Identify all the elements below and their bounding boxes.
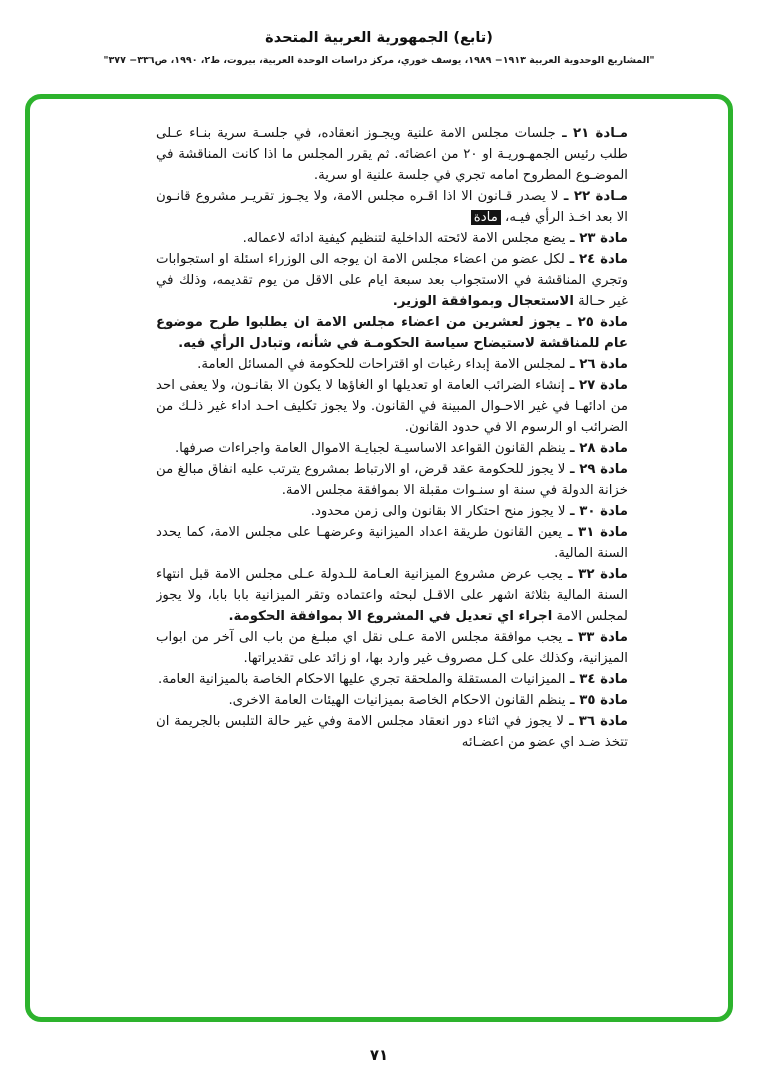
- article-text-segment: الميزانيات المستقلة والملحقة تجري عليها الاحكام الخاصة بالميزانية العامة.: [158, 672, 566, 687]
- article-text-segment: لكل عضو من اعضاء مجلس الامة ان يوجه الى الوزراء اسئلة او استجوابات وتجري المناقشة في الاستجواب بعد سبعة ايام على الاقل من يوم تقديمه، وذلك في غير حـالة: [156, 252, 628, 309]
- article-paragraph: [156, 711, 628, 753]
- article-number-label: مـادة ٢٢ ـ: [558, 189, 628, 204]
- article-paragraph: [156, 123, 628, 186]
- source-citation: "المشاريع الوحدوية العربية ١٩١٣− ١٩٨٩، يوسف خوري، مركز دراسات الوحدة العربية، بيروت، ط٢، ١٩٩٠، ص٣٣٦− ٣٧٧": [103, 55, 655, 66]
- page-number: ٧١: [369, 1046, 389, 1064]
- article-text-segment: إنشاء الضرائب العامة او تعديلها او الغاؤها لا يكون الا بقانـون، ولا يعفى احد من ادائهـا في غير الاحـوال المبينة في القانون. ولا يجوز تكليف احـد اداء غير ذلـك من الضرائب او الرسوم الا في حدود القانون.: [156, 378, 628, 435]
- page-header: [0, 30, 758, 66]
- article-number-label: مادة ٢٥ ـ: [560, 315, 628, 330]
- article-paragraph: [156, 438, 628, 459]
- article-text-segment: ينظم القانون القواعد الاساسيـة لجبايـة الاموال العامة واجراءات صرفها.: [174, 441, 566, 456]
- article-number-label: مادة ٣٢ ـ: [562, 567, 628, 582]
- article-number-label: مـادة ٢١ ـ: [555, 126, 628, 141]
- article-paragraph: [156, 690, 628, 711]
- document-title: (تابع) الجمهورية العربية المتحدة: [265, 30, 493, 46]
- article-paragraph: [156, 459, 628, 501]
- article-number-label: مادة ٣١ ـ: [562, 525, 628, 540]
- article-paragraph: [156, 669, 628, 690]
- article-paragraph: [156, 522, 628, 564]
- article-paragraph: [156, 186, 628, 228]
- article-paragraph: [156, 312, 628, 354]
- article-text-segment: لا يجوز منح احتكار الا بقانون والى زمن محدود.: [310, 504, 566, 519]
- article-text-segment: اجراء اي تعديل في المشروع الا بموافقة الحكومة.: [228, 609, 553, 624]
- article-number-label: مادة ٣٦ ـ: [563, 714, 628, 729]
- article-text-segment: مادة: [471, 210, 501, 225]
- article-text-segment: لا يصدر قـانون الا اذا اقـره مجلس الامة، ولا يجـوز تقريـر مشروع قانـون الا بعد اخـذ الرأي فيـه،: [156, 189, 628, 225]
- article-number-label: مادة ٢٧ ـ: [564, 378, 628, 393]
- article-number-label: مادة ٣٠ ـ: [565, 504, 628, 519]
- article-number-label: مادة ٢٦ ـ: [565, 357, 628, 372]
- article-number-label: مادة ٣٥ ـ: [565, 693, 628, 708]
- article-number-label: مادة ٢٨ ـ: [565, 441, 628, 456]
- article-number-label: مادة ٣٣ ـ: [562, 630, 628, 645]
- article-number-label: مادة ٣٤ ـ: [565, 672, 628, 687]
- article-paragraph: [156, 228, 628, 249]
- article-number-label: مادة ٢٩ ـ: [565, 462, 628, 477]
- article-paragraph: [156, 501, 628, 522]
- article-text-segment: يعين القانون طريقة اعداد الميزانية وعرضهـا على مجلس الامة، كما يحدد السنة المالية.: [156, 525, 628, 561]
- articles-container: [156, 123, 628, 753]
- article-paragraph: [156, 375, 628, 438]
- text-frame-border: [25, 94, 733, 1022]
- article-text-segment: يجب عرض مشروع الميزانية العـامة للـدولة عـلى مجلس الامة قبل انتهاء السنة المالية بثلاثة اشهر على الاقـل لبحثه واعتماده وتقر الميزانية بابا بابا، ولا يجوز لمجلس الامة: [156, 567, 628, 624]
- article-paragraph: [156, 249, 628, 312]
- article-text-segment: يجب موافقة مجلس الامة عـلى نقل اي مبلـغ من باب الى آخر من ابواب الميزانية، وكذلك على كـل مصروف غير وارد بها، او زائد على تقديراتها.: [156, 630, 628, 666]
- article-text-segment: يضع مجلس الامة لائحته الداخلية لتنظيم كيفية ادائه لاعماله.: [242, 231, 566, 246]
- article-text-segment: ينظم القانون الاحكام الخاصة بميزانيات الهيئات العامة الاخرى.: [228, 693, 566, 708]
- article-text-segment: يجوز لعشرين من اعضاء مجلس الامة ان يطلبوا طرح موضوع عام للمناقشة لاستيضاح سياسة الحكومـة في شأنه، وتبادل الرأي فيه.: [156, 315, 628, 351]
- article-paragraph: [156, 354, 628, 375]
- article-text-segment: لا يجوز للحكومة عقد قرض، او الارتباط بمشروع يترتب عليه انفاق مبالغ من خزانة الدولة في سنة او سنـوات مقبلة الا بموافقة مجلس الامة.: [156, 462, 628, 498]
- article-text-segment: جلسات مجلس الامة علنية ويجـوز انعقاده، في جلسـة سرية بنـاء عـلى طلب رئيس الجمهـوريـة او ٢٠ من اعضائه. ثم يقرر المجلس ما اذا كانت المناقشة في الموضـوع المطروح امامه تجري في جلسة علنية او سرية.: [156, 126, 628, 183]
- article-text-segment: لا يجوز في اثناء دور انعقاد مجلس الامة وفي غير حالة التلبس بالجريمة ان تتخذ ضـد اي عضو من اعضـائه: [156, 714, 628, 750]
- article-number-label: مادة ٢٤ ـ: [564, 252, 628, 267]
- article-number-label: مادة ٢٣ ـ: [565, 231, 628, 246]
- article-text-segment: لمجلس الامة إبداء رغبات او اقتراحات للحكومة في المسائل العامة.: [197, 357, 566, 372]
- article-paragraph: [156, 564, 628, 627]
- article-text-segment: الاستعجال وبموافقة الوزير.: [392, 294, 574, 309]
- article-paragraph: [156, 627, 628, 669]
